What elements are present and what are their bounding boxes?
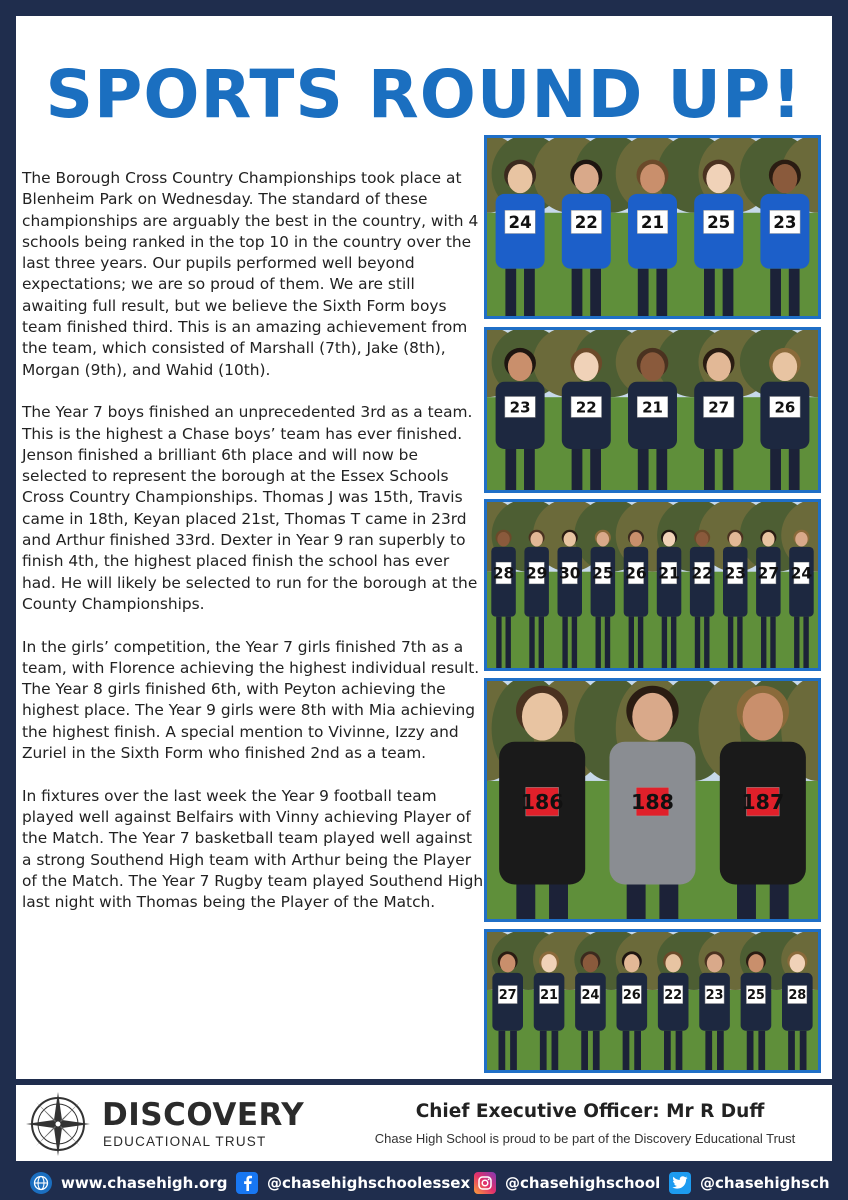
instagram-link[interactable] <box>474 1165 660 1200</box>
photo-year8-girls <box>484 929 821 1073</box>
instagram-icon <box>474 1172 496 1194</box>
bib-number: 24 <box>508 212 532 232</box>
bib-number: 22 <box>574 212 598 232</box>
bib-number: 21 <box>642 398 663 417</box>
bib-number: 21 <box>658 564 680 583</box>
social-bar <box>0 1165 848 1200</box>
bib-number: 186 <box>520 790 564 815</box>
photo-scene <box>487 932 818 1070</box>
twitter-text: @chasehighsch <box>700 1173 830 1192</box>
bib-number: 28 <box>788 988 807 1004</box>
bib-number: 23 <box>705 988 724 1004</box>
facebook-icon <box>236 1172 258 1194</box>
bib-number: 23 <box>773 212 797 232</box>
photo-scene <box>487 502 818 668</box>
facebook-link[interactable] <box>236 1165 470 1200</box>
bib-number: 26 <box>625 564 647 583</box>
twitter-bird-icon <box>669 1172 691 1194</box>
bib-number: 23 <box>509 398 531 417</box>
bib-number: 21 <box>540 988 559 1004</box>
bib-number: 30 <box>558 564 581 583</box>
bib-number: 29 <box>525 564 548 583</box>
facebook-text: @chasehighschoolessex <box>267 1173 471 1192</box>
paragraph-sixth-form: The Borough Cross Country Championships took place at Blenheim Park on Wednesday. The standard of these championships are arguably the best in the country, with 4 schools being ranked in the top 10 in the country over the last three years. Our pupils performed well beyond expectations; we are so proud of them. We are still awaiting full result, but we believe the Sixth Form boys team finished third. This is an amazing achievement from the team, which consisted of Marshall (7th), Jake (8th), Morgan (9th), and Wahid (10th). <box>22 169 479 379</box>
bib-number: 26 <box>622 988 641 1004</box>
bib-number: 27 <box>708 398 730 417</box>
bib-number: 27 <box>757 564 780 583</box>
article-body <box>22 168 484 935</box>
photo-sixth-form-boys <box>484 135 821 319</box>
bib-number: 28 <box>492 564 515 583</box>
bib-number: 21 <box>640 212 665 232</box>
bib-number: 24 <box>581 988 600 1004</box>
photo-year-group-girls <box>484 327 821 493</box>
paragraph-girls: In the girls’ competition, the Year 7 girls finished 7th as a team, with Florence achieving the highest individual result. The Year 8 girls finished 6th, with Peyton achieving the highest place. The Year 9 girls were 8th with Mia achieving the highest finish. A special mention to Vivinne, Izzy and Zuriel in the Sixth Form who finished 2nd as a team. <box>22 637 480 763</box>
photo-year7-girls-team <box>484 499 821 671</box>
bib-number: 187 <box>741 790 785 815</box>
page-title: SPORTS ROUND UP! <box>45 56 803 133</box>
bib-number: 27 <box>498 988 517 1004</box>
paragraph-year7-boys: The Year 7 boys finished an unprecedented 3rd as a team. This is the highest a Chase boys’ team has ever finished. Jenson finished a brilliant 6th place and will now be selected to represent the borough at the Essex Schools Cross Country Championships. Thomas J was 15th, Travis came in 18th, Keyan placed 21st, Thomas T came in 23rd and Arthur finished 33rd. Dexter in Year 9 ran superbly to finish 4th, the highest placed finish the school has ever had. He will likely be selected to run for the borough at the County Championships. <box>22 403 478 613</box>
bib-number: 26 <box>774 398 796 417</box>
twitter-link[interactable] <box>669 1165 830 1200</box>
bib-number: 25 <box>746 988 765 1004</box>
globe-icon <box>30 1172 52 1194</box>
trust-tagline: Chase High School is proud to be part of the Discovery Educational Trust <box>374 1131 796 1146</box>
bib-number: 25 <box>707 212 731 232</box>
website-text: www.chasehigh.org <box>61 1173 228 1192</box>
bib-number: 22 <box>664 988 683 1004</box>
ceo-line: Chief Executive Officer: Mr R Duff <box>415 1101 765 1122</box>
website-link[interactable] <box>30 1165 227 1200</box>
photo-scene <box>487 138 818 316</box>
logo-name: DISCOVERY <box>102 1097 305 1133</box>
bib-number: 25 <box>592 564 614 583</box>
bib-number: 22 <box>575 398 597 417</box>
logo-subtitle: EDUCATIONAL TRUST <box>103 1134 267 1149</box>
photo-sixth-form-girls <box>484 678 821 922</box>
photo-scene <box>487 330 818 490</box>
bib-number: 23 <box>724 564 747 583</box>
paragraph-fixtures: In fixtures over the last week the Year 9 football team played well against Belfairs with Vinny achieving Player of the Match. The Year 7 basketball team played well against a strong Southend High team with Arthur being the Player of the Match. The Year 7 Rugby team played Southend High last night with Thomas being the Player of the Match. <box>22 786 484 912</box>
bib-number: 24 <box>790 564 813 583</box>
footer-banner <box>16 1085 832 1161</box>
instagram-text: @chasehighschool <box>505 1173 661 1192</box>
compass-logo-icon <box>24 1090 92 1158</box>
photo-scene <box>487 681 818 919</box>
bib-number: 22 <box>691 564 713 583</box>
bib-number: 188 <box>631 790 674 815</box>
